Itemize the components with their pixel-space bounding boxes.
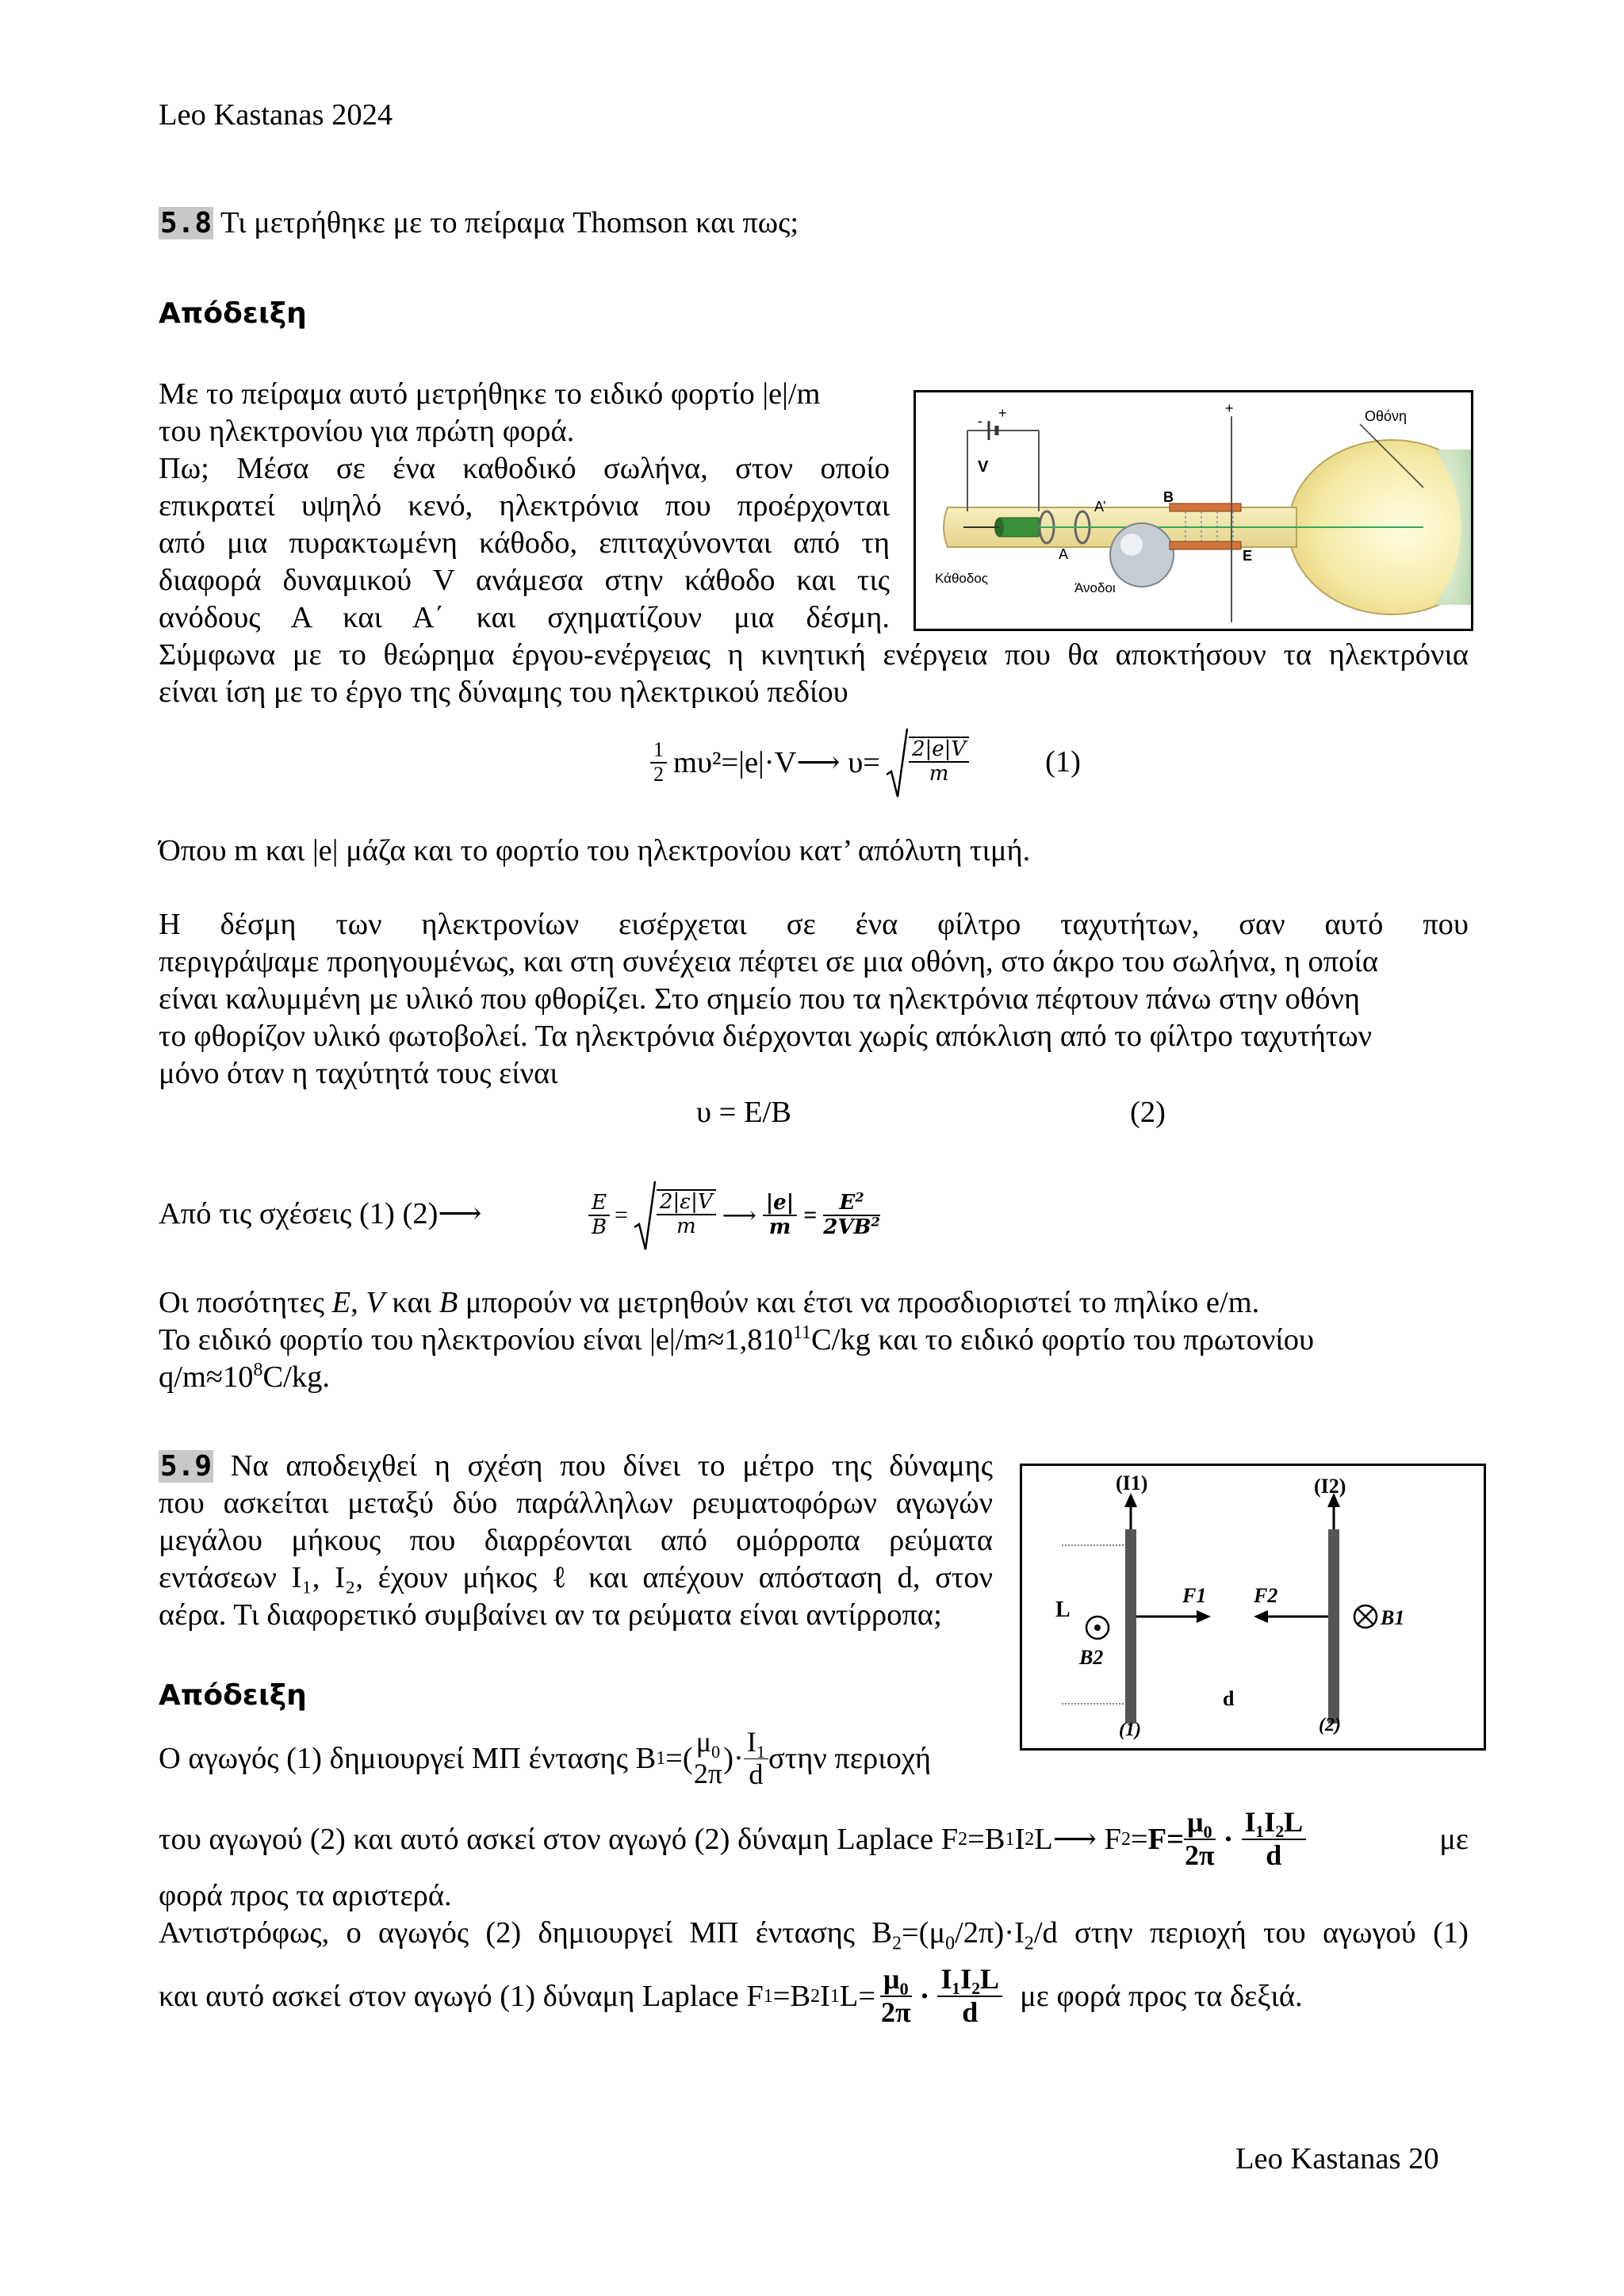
root-fraction: $\frac{2|e|V}{m}$: [909, 737, 969, 785]
conclusion-text: [159, 1284, 1469, 1396]
length-label: L: [1055, 1598, 1071, 1622]
question-text: Τι μετρήθηκε με το πείραμα Thomson και πως;: [220, 206, 799, 239]
text-line: ανόδους Α και Α΄ και σχηματίζουν μια δέσμη.: [159, 601, 890, 634]
text-line: είναι ίση με το έργο της δύναμης του ηλεκτρικού πεδίου: [159, 675, 848, 709]
battery-plus-label: +: [998, 405, 1007, 421]
equation-3: [588, 1172, 880, 1259]
where-text: Όπου m και |e| μάζα και το φορτίο του ηλεκτρονίου κατ’ απόλυτη τιμή.: [159, 834, 1031, 867]
anodes-label: Άνοδοι: [1074, 580, 1116, 595]
distance-label: d: [1223, 1687, 1235, 1710]
half-fraction: $\frac{1}{2}$: [650, 739, 667, 786]
arrow: ⟶: [722, 1202, 756, 1229]
text-line: επικρατεί υψηλό κενό, ηλεκτρόνια που προέρχονται: [159, 489, 890, 522]
cathode-label: Κάθοδος: [935, 571, 988, 586]
force-f1-label: F1: [1182, 1584, 1207, 1607]
root-fraction: $\frac{2|\varepsilon|V}{m}$: [657, 1189, 716, 1238]
e-over-b: $\frac{E}{B}$: [588, 1192, 610, 1238]
battery-minus-label: -: [978, 413, 982, 429]
text-line: από μια πυρακτωμένη κάθοδο, επιταχύνονται από τη: [159, 526, 890, 560]
text-line: Οι ποσότητες E, V και B μπορούν να μετρηθούν και έτσι να προσδιοριστεί το πηλίκο e/m.: [159, 1286, 1260, 1319]
text-line: 5.9 Να αποδειχθεί η σχέση που δίνει το μέτρο της δύναμης: [160, 1449, 994, 1483]
text-line: είναι καλυμμένη με υλικό που φθορίζει. Στο σημείο που τα ηλεκτρόνια πέφτουν πάνω στην οθόνη: [159, 982, 1361, 1016]
field-b2-label: B2: [1079, 1646, 1104, 1669]
sqrt-sign: [633, 1180, 657, 1251]
text-line: εντάσεων I₁, I₂, έχουν μήκος ℓ και απέχουν απόσταση d, στον: [159, 1561, 993, 1594]
equation-1-label: (1): [1045, 745, 1081, 779]
anode-a-label: A: [1059, 546, 1069, 562]
proof-heading: Απόδειξη: [159, 1679, 307, 1712]
section-number: 5.9: [160, 1450, 213, 1483]
current-i2-label: (I2): [1314, 1475, 1346, 1498]
equation-1-middle: mυ²=|e|·V⟶ υ=: [673, 745, 880, 779]
force-f2-line: του αγωγού (2) και αυτό ασκεί στον αγωγό (2) δύναμη Laplace F 2 =B 1 I 2 L⟶ F 2 = F= $\frac{\mu_0}{2\pi}$ · $\frac{\text{I₁I₂L}}{d}$ με: [159, 1806, 1469, 1871]
screen-label: Οθόνη: [1365, 408, 1408, 424]
velocity-filter-paragraph: [159, 906, 1469, 1093]
anode-a-prime-label: A’: [1094, 499, 1106, 515]
thomson-tube-diagram: [916, 392, 1471, 629]
text-line: Πω; Μέσα σε ένα καθοδικό σωλήνα, στον οποίο: [159, 452, 890, 485]
plate-b-label: B: [1163, 489, 1174, 505]
thomson-intro: [159, 376, 890, 637]
section-5-9-question: [159, 1448, 993, 1634]
voltage-label: V: [978, 458, 989, 476]
text-line: που ασκείται μεταξύ δύο παράλληλων ρευματοφόρων αγωγών: [159, 1487, 993, 1520]
left-direction-text: φορά προς τα αριστερά.: [159, 1879, 452, 1912]
text-line: διαφορά δυναμικού V ανάμεσα στην κάθοδο και τις: [159, 564, 890, 597]
equation-2-label: (2): [1130, 1096, 1166, 1129]
equals-sign: =: [803, 1202, 818, 1228]
plate-e-label: E: [1243, 548, 1253, 564]
text-line: μεγάλου μήκους που διαρρέονται από ομόρροπα ρεύματα: [159, 1524, 993, 1557]
text-line: $q/m\approx 10^8C/kg$.: [159, 1360, 330, 1394]
force-f1-line: και αυτό ασκεί στον αγωγό (1) δύναμη Laplace F 1 =B 2 I 1 L= $\frac{\mu_0}{2\pi}$ · $\frac{\text{I₁I₂L}}{d}$ με φορά προς τα δεξιά.: [159, 1963, 1303, 2028]
text-line: Το ειδικό φορτίο του ηλεκτρονίου είναι $|e|/m\approx 1,810^{11}C/kg$ και το ειδικό φορτίο του πρωτονίου: [159, 1322, 1315, 1357]
field-b1-line: Ο αγωγός (1) δημιουργεί ΜΠ έντασης B 1 =( $\mu_0$ 2π )· $\frac{I_1}{d}$ στην περιοχή: [159, 1725, 932, 1790]
relations-lead: Από τις σχέσεις (1) (2)⟶: [159, 1197, 482, 1230]
parallel-conductors-diagram: [1022, 1466, 1484, 1748]
conductor-1-label: (1): [1119, 1720, 1141, 1740]
current-i1-label: (I1): [1116, 1471, 1148, 1494]
work-energy-text: [159, 637, 1469, 711]
e2-over-2vb2: $\frac{E^2}{2VB^2}$: [823, 1189, 880, 1239]
sqrt-sign: [885, 727, 909, 798]
reciprocal-line: Αντιστρόφως, ο αγωγός (2) δημιουργεί ΜΠ έντασης $B_2=(\mu_0/2\pi)\cdot I_2/d$ στην περιοχή του αγωγού (1): [159, 1916, 1469, 1954]
text-line: Σύμφωνα με το θεώρημα έργου-ενέργειας η κινητική ενέργεια που θα αποκτήσουν τα ηλεκτρόνια: [159, 638, 1469, 672]
page-footer: Leo Kastanas 20: [1235, 2142, 1439, 2175]
parallel-conductors-figure: [1020, 1464, 1486, 1751]
equals-sign: =: [614, 1202, 628, 1228]
text-line: του ηλεκτρονίου για πρώτη φορά.: [159, 415, 575, 448]
field-b1-label: B1: [1381, 1606, 1405, 1629]
equation-1: [650, 723, 969, 802]
force-f2-label: F2: [1254, 1584, 1278, 1607]
text-line: Με το πείραμα αυτό μετρήθηκε το ειδικό φορτίο |e|/m: [159, 377, 821, 411]
section-number: 5.8: [160, 207, 213, 239]
text-line: περιγράψαμε προηγουμένως, και στη συνέχεια πέφτει σε μια οθόνη, στο άκρο του σωλήνα, η οποία: [159, 945, 1378, 978]
text-line: αέρα. Τι διαφορετικό συμβαίνει αν τα ρεύματα είναι αντίρροπα;: [159, 1598, 942, 1632]
text-line: το φθορίζον υλικό φωτοβολεί. Τα ηλεκτρόνια διέρχονται χωρίς απόκλιση από το φίλτρο ταχυτήτων: [159, 1020, 1373, 1053]
page-header: Leo Kastanas 2024: [159, 98, 393, 132]
text-line: Η δέσμη των ηλεκτρονίων εισέρχεται σε ένα φίλτρο ταχυτήτων, σαν αυτό που: [159, 908, 1469, 941]
equation-2: υ = E/B: [696, 1096, 791, 1129]
conductor-2-label: (2): [1319, 1715, 1341, 1735]
plate-plus-label: +: [1225, 400, 1234, 416]
proof-heading: Απόδειξη: [159, 297, 307, 330]
section-5-8-title: [159, 205, 799, 242]
thomson-tube-figure: [914, 390, 1473, 631]
text-line: μόνο όταν η ταχύτητά τους είναι: [159, 1057, 558, 1090]
e-over-m: $\frac{|e|}{m}$: [763, 1192, 797, 1238]
